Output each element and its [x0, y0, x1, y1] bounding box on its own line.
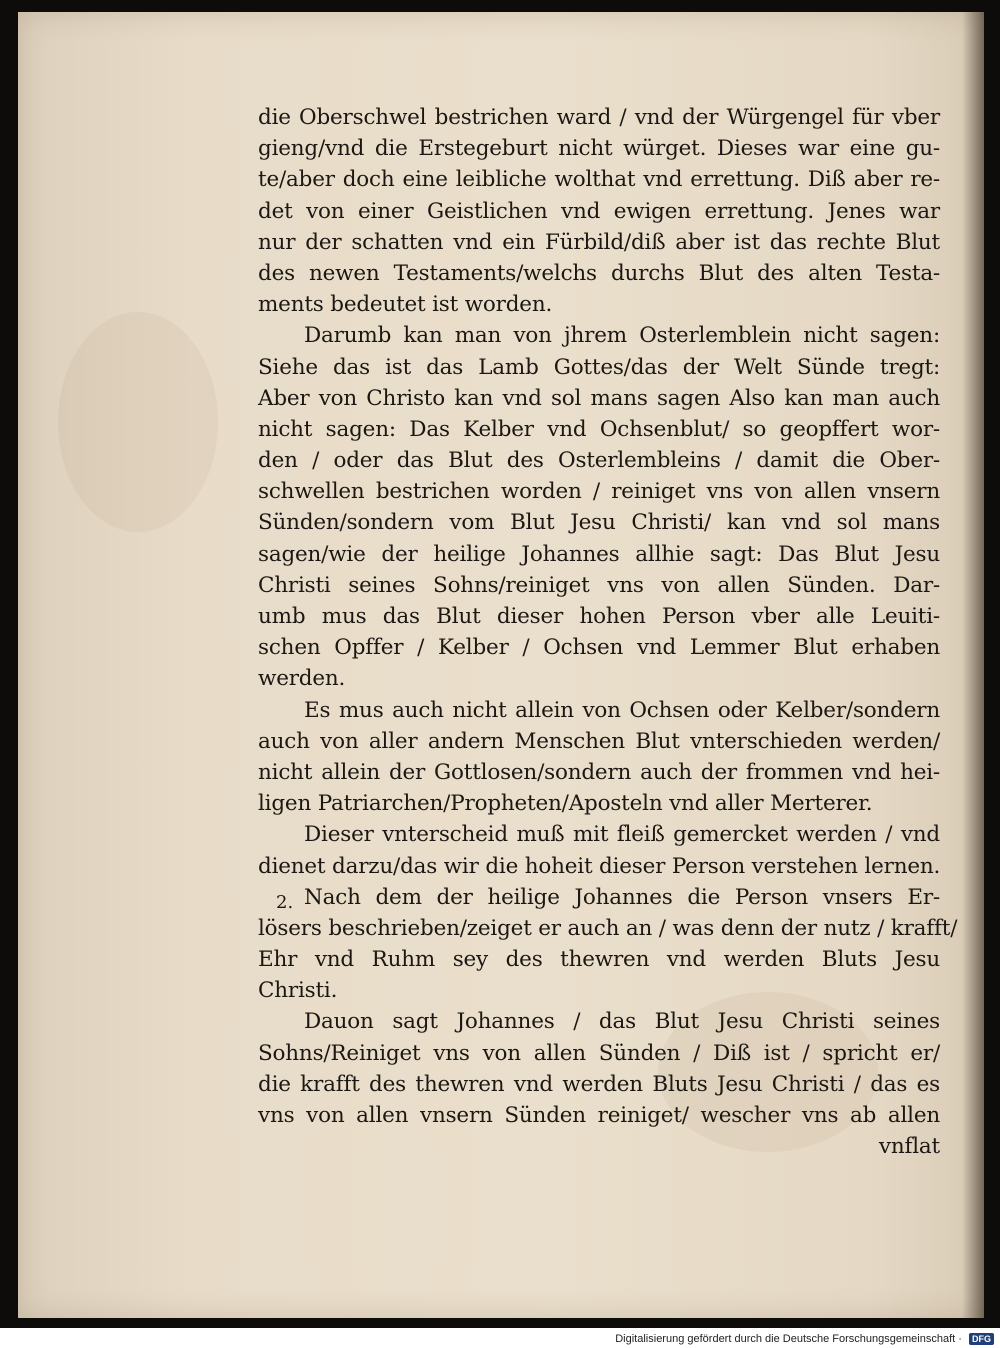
text-line: Christi seines Sohns/reiniget vns von allen Sünden. Dar- — [258, 572, 940, 598]
text-line: Dieser vnterscheid muß mit fleiß gemercket werden / vnd — [304, 822, 940, 848]
text-line: auch von aller andern Menschen Blut vnterschieden werden/ — [258, 728, 940, 754]
text-line: nicht sagen: Das Kelber vnd Ochsenblut/ so geopffert wor- — [258, 416, 940, 442]
dfg-logo: DFG — [969, 1333, 994, 1345]
text-line: den / oder das Blut des Osterlembleins / damit die Ober- — [258, 448, 940, 474]
paper-stain — [58, 312, 218, 532]
text-line: Christi. — [258, 978, 338, 1004]
page-edge-shadow — [962, 12, 984, 1318]
text-line: Sünden/sondern vom Blut Jesu Christi/ kan vnd sol mans — [258, 510, 940, 536]
text-line: Nach dem der heilige Johannes die Person vnsers Er- — [304, 884, 940, 910]
text-line: Sohns/Reiniget vns von allen Sünden / Diß ist / spricht er/ — [258, 1040, 940, 1066]
text-line: schen Opffer / Kelber / Ochsen vnd Lemmer Blut erhaben — [258, 635, 940, 661]
text-line: Aber von Christo kan vnd sol mans sagen Also kan man auch — [258, 385, 940, 411]
marginal-number: 2. — [276, 892, 294, 913]
text-line: nur der schatten vnd ein Fürbild/diß aber ist das rechte Blut — [258, 229, 940, 255]
text-line: vns von allen vnsern Sünden reiniget/ wescher vns ab allen — [258, 1103, 940, 1128]
text-line: Es mus auch nicht allein von Ochsen oder Kelber/sondern — [304, 697, 940, 723]
text-line: umb mus das Blut dieser hohen Person vber alle Leuiti- — [258, 604, 940, 629]
text-line: Darumb kan man von jhrem Osterlemblein nicht sagen: — [304, 323, 940, 349]
text-line: Siehe das ist das Lamb Gottes/das der Welt Sünde tregt: — [258, 354, 940, 380]
digitization-credit: Digitalisierung gefördert durch die Deutsche Forschungsgemeinschaft · DFG — [615, 1333, 994, 1345]
text-line: gieng/vnd die Erstegeburt nicht würget. Dieses war eine gu- — [258, 136, 940, 162]
text-line: Ehr vnd Ruhm sey des thewren vnd werden Bluts Jesu — [258, 947, 940, 973]
credit-text: Digitalisierung gefördert durch die Deutsche Forschungsgemeinschaft — [615, 1332, 956, 1345]
text-line: dienet darzu/das wir die hoheit dieser Person verstehen lernen. — [258, 853, 941, 879]
text-line: werden. — [258, 666, 346, 692]
text-line: die Oberschwel bestrichen ward / vnd der Würgengel für vber — [258, 105, 940, 130]
body-text — [258, 102, 958, 1162]
text-line: sagen/wie der heilige Johannes allhie sagt: Das Blut Jesu — [258, 541, 940, 567]
text-line: des newen Testaments/welchs durchs Blut des alten Testa- — [258, 260, 940, 286]
catchword: vnflat — [878, 1134, 940, 1160]
text-line: die krafft des thewren vnd werden Bluts Jesu Christi / das es — [258, 1071, 940, 1097]
text-line: schwellen bestrichen worden / reiniget vns von allen vnsern — [258, 479, 940, 505]
text-line: nicht allein der Gottlosen/sondern auch der frommen vnd hei- — [258, 759, 940, 785]
text-line: lösers beschrieben/zeiget er auch an / was denn der nutz / krafft/ — [258, 915, 958, 941]
text-line: ligen Patriarchen/Propheten/Aposteln vnd aller Merterer. — [258, 791, 873, 817]
text-line: ments bedeutet ist worden. — [258, 292, 553, 318]
text-line: Dauon sagt Johannes / das Blut Jesu Christi seines — [304, 1009, 940, 1035]
text-line: te/aber doch eine leibliche wolthat vnd errettung. Diß aber re- — [258, 167, 940, 193]
text-line: det von einer Geistlichen vnd ewigen errettung. Jenes war — [258, 198, 940, 224]
